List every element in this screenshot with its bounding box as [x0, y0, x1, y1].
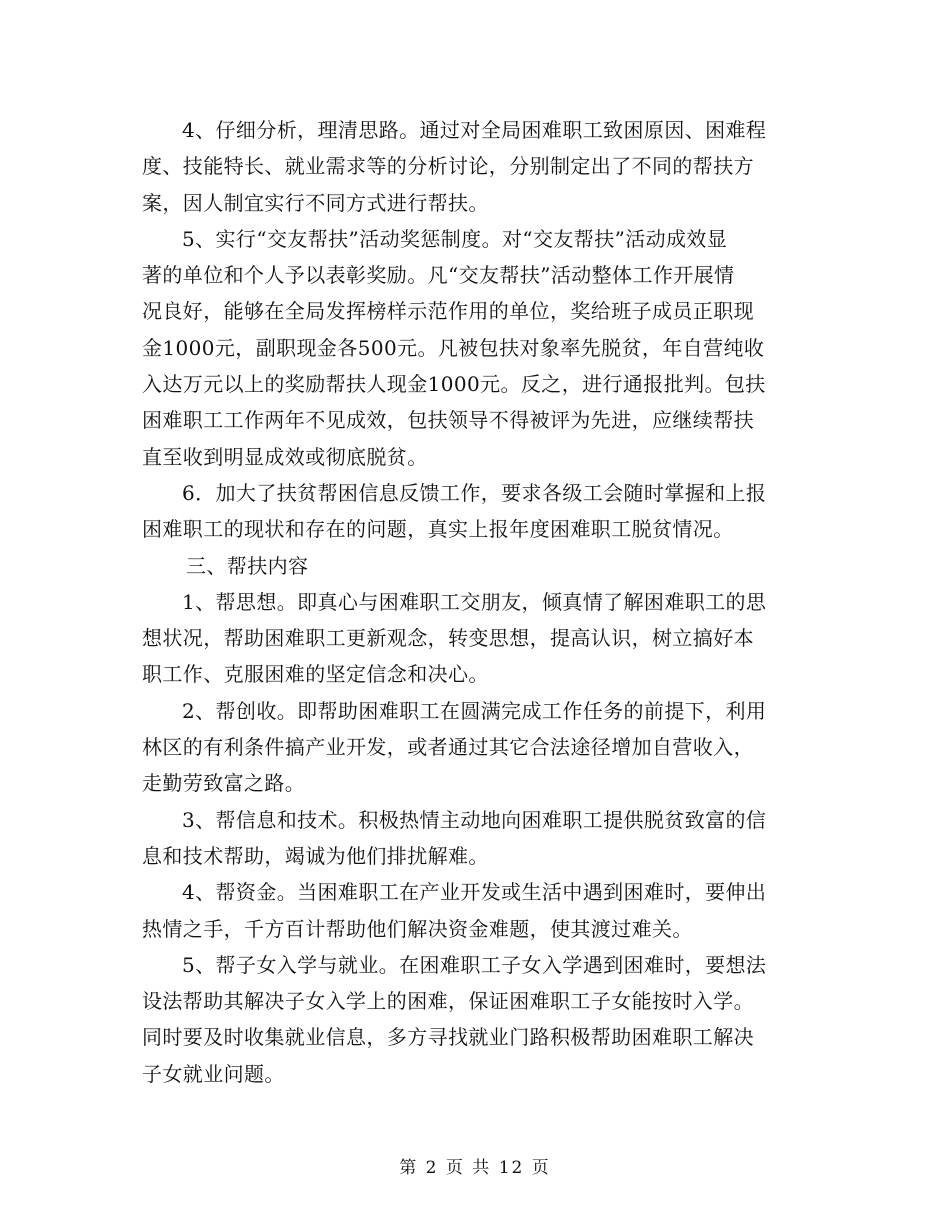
paragraph-line: 案，因人制宜实行不同方式进行帮扶。: [142, 190, 489, 215]
paragraph-line: 同时要及时收集就业信息，多方寻找就业门路积极帮助困难职工解决: [142, 1025, 754, 1050]
section-heading: 三、帮扶内容: [186, 553, 309, 578]
paragraph-line: 况良好，能够在全局发挥榜样示范作用的单位，奖给班子成员正职现: [142, 299, 754, 324]
paragraph-line: 4、帮资金。当困难职工在产业开发或生活中遇到困难时，要伸出: [182, 880, 767, 905]
paragraph: [142, 947, 810, 1092]
paragraph-line: 3、帮信息和技术。积极热情主动地向困难职工提供脱贫致富的信: [182, 807, 767, 832]
paragraph-line: 子女就业问题。: [142, 1061, 285, 1086]
paragraph: [142, 874, 810, 947]
paragraph-line: 5、实行“交友帮扶”活动奖惩制度。对“交友帮扶”活动成效显: [182, 226, 728, 251]
paragraph-line: 著的单位和个人予以表彰奖励。凡“交友帮扶”活动整体工作开展情: [142, 263, 735, 288]
paragraph: [142, 112, 810, 221]
paragraph-line: 金1000元，副职现金各500元。凡被包扶对象率先脱贫，年自营纯收: [142, 335, 765, 360]
paragraph-line: 设法帮助其解决子女入学上的困难，保证困难职工子女能按时入学。: [142, 989, 754, 1014]
paragraph: [142, 475, 810, 548]
paragraph-line: 林区的有利条件搞产业开发，或者通过其它合法途径增加自营收入，: [142, 735, 754, 760]
page-number-footer: 第 2 页 共 12 页: [399, 1158, 551, 1178]
paragraph: [142, 584, 810, 693]
paragraph-line: 5、帮子女入学与就业。在困难职工子女入学遇到困难时，要想法: [182, 952, 767, 977]
paragraph-line: 6．加大了扶贫帮困信息反馈工作，要求各级工会随时掌握和上报: [182, 480, 767, 505]
paragraph: [142, 221, 810, 475]
paragraph-line: 困难职工工作两年不见成效，包扶领导不得被评为先进，应继续帮扶: [142, 408, 754, 433]
paragraph-line: 直至收到明显成效或彻底脱贫。: [142, 444, 428, 469]
paragraph-line: 入达万元以上的奖励帮扶人现金1000元。反之，进行通报批判。包扶: [142, 372, 766, 397]
paragraph-line: 困难职工的现状和存在的问题，真实上报年度困难职工脱贫情况。: [142, 517, 734, 542]
paragraph: [142, 802, 810, 875]
paragraph-line: 息和技术帮助，竭诚为他们排扰解难。: [142, 843, 489, 868]
paragraph-line: 度、技能特长、就业需求等的分析讨论，分别制定出了不同的帮扶方: [142, 154, 754, 179]
paragraph-line: 4、仔细分析，理清思路。通过对全局困难职工致困原因、困难程: [182, 118, 767, 142]
paragraph-line: 1、帮思想。即真心与困难职工交朋友，倾真情了解困难职工的思: [182, 589, 767, 614]
paragraph-line: 2、帮创收。即帮助困难职工在圆满完成工作任务的前提下，利用: [182, 698, 767, 723]
paragraph-line: 想状况，帮助困难职工更新观念，转变思想，提高认识，树立搞好本: [142, 626, 754, 651]
document-body: [142, 112, 810, 1092]
paragraph-line: 走勤劳致富之路。: [142, 771, 306, 796]
paragraph-line: 热情之手，千方百计帮助他们解决资金难题，使其渡过难关。: [142, 916, 693, 941]
paragraph-line: 职工作、克服困难的坚定信念和决心。: [142, 662, 489, 687]
paragraph: [142, 693, 810, 802]
